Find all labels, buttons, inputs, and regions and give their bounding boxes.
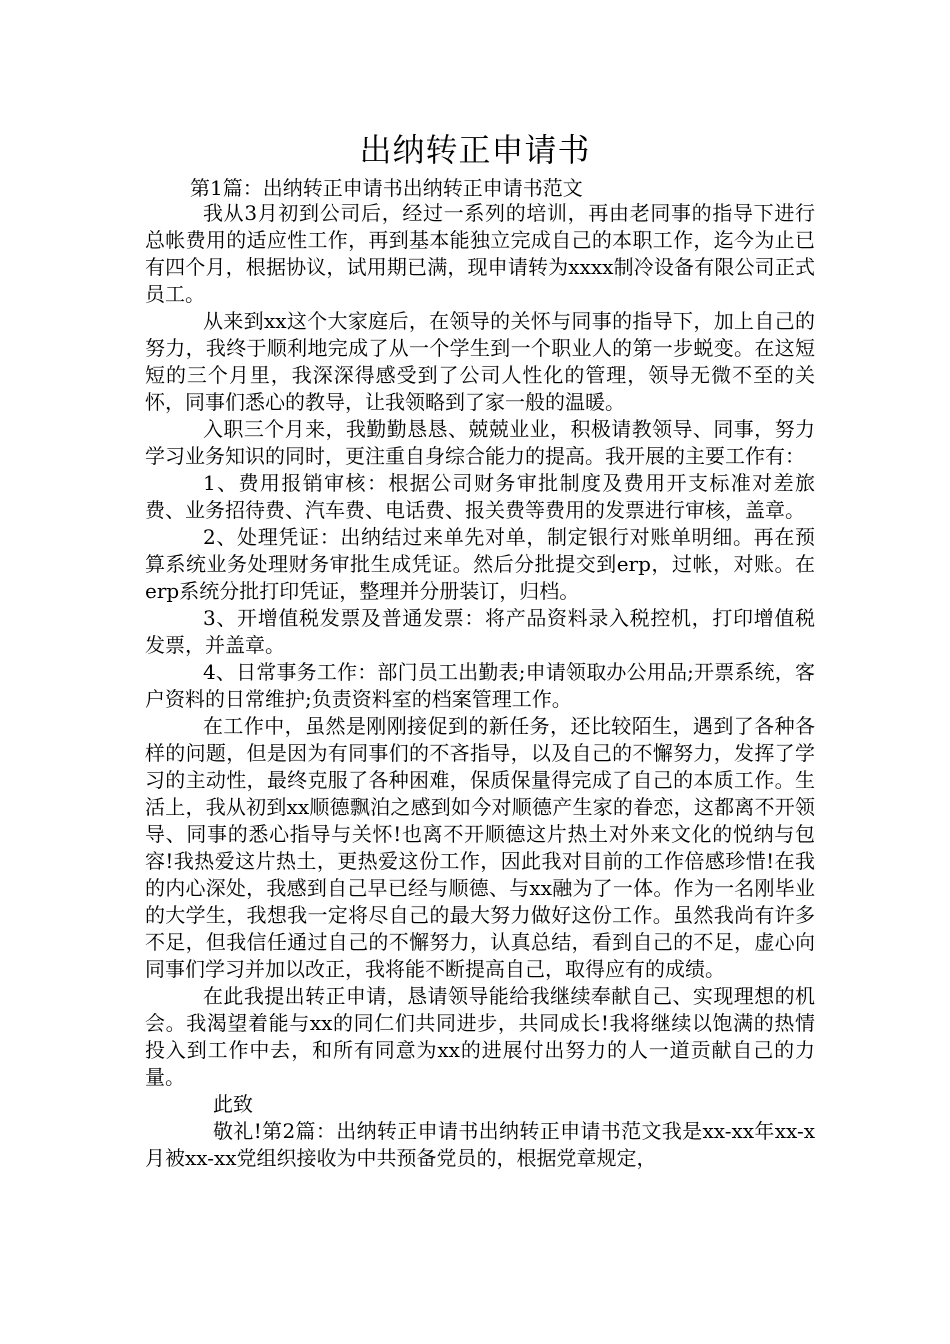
document-title: 出纳转正申请书 <box>359 131 591 169</box>
document-body <box>145 200 815 1172</box>
paragraph: 从来到xx这个大家庭后，在领导的关怀与同事的指导下，加上自己的努力，我终于顺利地完成了从一个学生到一个职业人的第一步蜕变。在这短短的三个月里，我深深得感受到了公司人性化的管理，领导无微不至的关怀，同事们悉心的教导，让我领略到了家一般的温暖。 <box>145 309 815 414</box>
paragraph: 4、日常事务工作：部门员工出勤表;申请领取办公用品;开票系统，客户资料的日常维护;负责资料室的档案管理工作。 <box>145 660 815 711</box>
document-subtitle: 第1篇：出纳转正申请书出纳转正申请书范文 <box>190 176 583 200</box>
closing-line: 此致 <box>213 1092 253 1116</box>
paragraph: 2、处理凭证：出纳结过来单先对单，制定银行对账单明细。再在预算系统业务处理财务审批生成凭证。然后分批提交到erp，过帐，对账。在erp系统分批打印凭证，整理并分册装订，归档。 <box>145 525 815 603</box>
paragraph: 入职三个月来，我勤勤恳恳、兢兢业业，积极请教领导、同事，努力学习业务知识的同时，更注重自身综合能力的提高。我开展的主要工作有： <box>145 417 815 468</box>
paragraph: 3、开增值税发票及普通发票：将产品资料录入税控机，打印增值税发票，并盖章。 <box>145 606 815 657</box>
paragraph: 我从3月初到公司后，经过一系列的培训，再由老同事的指导下进行总帐费用的适应性工作，再到基本能独立完成自己的本职工作，迄今为止已有四个月，根据协议，试用期已满，现申请转为xxxx制冷设备有限公司正式员工。 <box>145 201 815 306</box>
trailing-paragraph: 敬礼!第2篇：出纳转正申请书出纳转正申请书范文我是xx-xx年xx-x月被xx-xx党组织接收为中共预备党员的，根据党章规定， <box>145 1119 815 1170</box>
paragraph: 在此我提出转正申请，恳请领导能给我继续奉献自己、实现理想的机会。我渴望着能与xx的同仁们共同进步，共同成长!我将继续以饱满的热情投入到工作中去，和所有同意为xx的进展付出努力的人一道贡献自己的力量。 <box>145 984 815 1089</box>
paragraph: 1、费用报销审核：根据公司财务审批制度及费用开支标准对差旅费、业务招待费、汽车费、电话费、报关费等费用的发票进行审核，盖章。 <box>145 471 815 522</box>
paragraph: 在工作中，虽然是刚刚接促到的新任务，还比较陌生，遇到了各种各样的问题，但是因为有同事们的不吝指导，以及自己的不懈努力，发挥了学习的主动性，最终克服了各种困难，保质保量得完成了自己的本质工作。生活上，我从初到xx顺德飘泊之感到如今对顺德产生家的眷恋，这都离不开领导、同事的悉心指导与关怀!也离不开顺德这片热土对外来文化的悦纳与包容!我热爱这片热土，更热爱这份工作，因此我对目前的工作倍感珍惜!在我的内心深处，我感到自己早已经与顺德、与xx融为了一体。作为一名刚毕业的大学生，我想我一定将尽自己的最大努力做好这份工作。虽然我尚有许多不足，但我信任通过自己的不懈努力，认真总结，看到自己的不足，虚心向同事们学习并加以改正，我将能不断提高自己，取得应有的成绩。 <box>145 714 815 981</box>
